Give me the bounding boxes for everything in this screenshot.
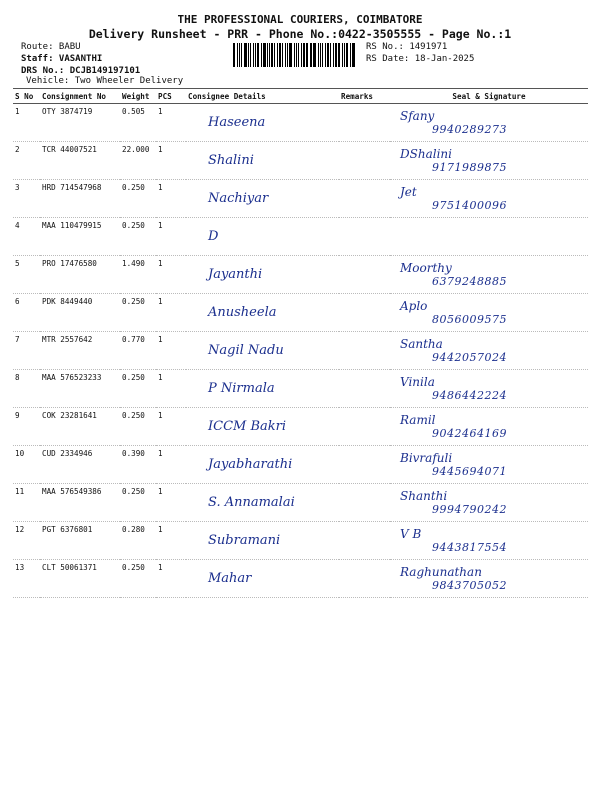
table-row xyxy=(13,446,588,484)
row-sno: 7 xyxy=(13,332,40,370)
row-consignee xyxy=(186,560,339,598)
row-weight: 0.250 xyxy=(120,370,156,408)
row-consignment-no: MAA 576523233 xyxy=(40,370,120,408)
row-pcs: 1 xyxy=(156,408,186,446)
barcode-bar xyxy=(277,43,278,67)
row-consignee xyxy=(186,408,339,446)
row-consignee xyxy=(186,180,339,218)
row-consignee xyxy=(186,332,339,370)
barcode-bar xyxy=(274,43,275,67)
row-sno: 13 xyxy=(13,560,40,598)
table-row xyxy=(13,180,588,218)
barcode-bar xyxy=(338,43,341,67)
barcode-bar xyxy=(313,43,316,67)
row-remarks xyxy=(339,256,390,294)
row-remarks xyxy=(339,332,390,370)
row-sno: 8 xyxy=(13,370,40,408)
barcode-bar xyxy=(294,43,295,67)
row-pcs: 1 xyxy=(156,218,186,256)
row-sno: 4 xyxy=(13,218,40,256)
row-weight: 0.250 xyxy=(120,294,156,332)
row-weight: 0.390 xyxy=(120,446,156,484)
runsheet-subtitle: Delivery Runsheet - PRR - Phone No.:0422-3505555 - Page No.:1 xyxy=(88,27,512,41)
barcode-bar xyxy=(333,43,334,67)
row-pcs: 1 xyxy=(156,142,186,180)
signature-phone: 9940289273 xyxy=(432,123,507,136)
row-consignment-no: COK 23281641 xyxy=(40,408,120,446)
row-weight: 0.250 xyxy=(120,180,156,218)
row-sno: 5 xyxy=(13,256,40,294)
table-row xyxy=(13,256,588,294)
row-signature xyxy=(390,218,588,256)
barcode-bar xyxy=(289,43,292,67)
row-consignee xyxy=(186,294,339,332)
barcode-bar xyxy=(248,43,249,67)
consignee-handwriting: D xyxy=(208,229,219,244)
barcode-bar xyxy=(239,43,240,67)
row-consignee xyxy=(186,218,339,256)
barcode-bar xyxy=(279,43,281,67)
table-row xyxy=(13,560,588,598)
signature-phone: 9751400096 xyxy=(432,199,507,212)
row-consignee xyxy=(186,256,339,294)
barcode-bar xyxy=(296,43,298,67)
row-pcs: 1 xyxy=(156,256,186,294)
row-remarks xyxy=(339,522,390,560)
signature-phone: 9171989875 xyxy=(432,161,507,174)
row-signature xyxy=(390,256,588,294)
table-row xyxy=(13,142,588,180)
signature-phone: 9843705052 xyxy=(432,579,507,592)
barcode-bar xyxy=(271,43,273,67)
row-weight: 0.250 xyxy=(120,484,156,522)
signature-handwriting: Aplo xyxy=(400,299,428,313)
signature-handwriting: Raghunathan xyxy=(400,565,482,579)
signature-handwriting: Shanthi xyxy=(400,489,448,503)
row-signature xyxy=(390,104,588,142)
consignee-handwriting: Subramani xyxy=(208,533,281,548)
consignee-handwriting: Shalini xyxy=(208,153,254,168)
row-signature xyxy=(390,522,588,560)
staff-label: Staff: VASANTHI xyxy=(21,54,103,64)
col-signature: Seal & Signature xyxy=(390,89,588,104)
row-pcs: 1 xyxy=(156,370,186,408)
consignee-handwriting: Jayanthi xyxy=(208,267,263,282)
barcode-bar xyxy=(301,43,302,67)
row-consignment-no: PRO 17476580 xyxy=(40,256,120,294)
barcode-bar xyxy=(344,43,345,67)
col-remarks: Remarks xyxy=(339,89,390,104)
table-row xyxy=(13,218,588,256)
col-consignee: Consignee Details xyxy=(186,89,339,104)
row-consignment-no: CUD 2334946 xyxy=(40,446,120,484)
row-weight: 0.250 xyxy=(120,560,156,598)
signature-handwriting: Santha xyxy=(400,337,443,351)
col-consignment: Consignment No xyxy=(40,89,120,104)
row-remarks xyxy=(339,142,390,180)
row-remarks xyxy=(339,484,390,522)
row-consignee xyxy=(186,142,339,180)
consignee-handwriting: Nagil Nadu xyxy=(208,343,284,358)
row-consignment-no: MAA 576549386 xyxy=(40,484,120,522)
vehicle-label: Vehicle: Two Wheeler Delivery xyxy=(26,76,184,86)
barcode-bar xyxy=(353,43,355,67)
barcode-bar xyxy=(263,43,266,67)
row-remarks xyxy=(339,370,390,408)
consignee-handwriting: Nachiyar xyxy=(208,191,269,206)
barcode-bar xyxy=(310,43,311,67)
row-pcs: 1 xyxy=(156,446,186,484)
consignee-handwriting: Jayabharathi xyxy=(208,457,293,472)
barcode-bar xyxy=(327,43,329,67)
table-row xyxy=(13,408,588,446)
signature-phone: 8056009575 xyxy=(432,313,507,326)
signature-phone: 6379248885 xyxy=(432,275,507,288)
barcode-bar xyxy=(237,43,238,67)
runsheet-title: THE PROFESSIONAL COURIERS, COIMBATORE xyxy=(177,13,423,26)
row-signature xyxy=(390,484,588,522)
barcode-bar xyxy=(318,43,319,67)
barcode-bar xyxy=(285,43,286,67)
col-sno: S No xyxy=(13,89,40,104)
row-remarks xyxy=(339,560,390,598)
barcode-bar xyxy=(244,43,247,67)
col-weight: Weight xyxy=(120,89,156,104)
signature-phone: 9442057024 xyxy=(432,351,507,364)
row-consignment-no: PGT 6376801 xyxy=(40,522,120,560)
barcode-bar xyxy=(253,43,254,67)
signature-handwriting: Sfany xyxy=(400,109,435,123)
row-remarks xyxy=(339,446,390,484)
row-remarks xyxy=(339,408,390,446)
consignee-handwriting: S. Annamalai xyxy=(208,495,295,510)
row-sno: 11 xyxy=(13,484,40,522)
row-weight: 1.490 xyxy=(120,256,156,294)
barcode-icon xyxy=(233,43,357,67)
table-row xyxy=(13,522,588,560)
rs-date: RS Date: 18-Jan-2025 xyxy=(366,54,475,64)
row-remarks xyxy=(339,104,390,142)
barcode-bar xyxy=(261,43,262,67)
signature-phone: 9042464169 xyxy=(432,427,507,440)
row-consignee xyxy=(186,484,339,522)
row-pcs: 1 xyxy=(156,560,186,598)
row-weight: 0.250 xyxy=(120,408,156,446)
barcode-bar xyxy=(269,43,270,67)
row-weight: 0.505 xyxy=(120,104,156,142)
barcode-bar xyxy=(282,43,284,67)
signature-handwriting: V B xyxy=(400,527,422,541)
row-weight: 22.000 xyxy=(120,142,156,180)
row-consignment-no: HRD 714547968 xyxy=(40,180,120,218)
signature-phone: 9443817554 xyxy=(432,541,507,554)
barcode-bar xyxy=(255,43,257,67)
barcode-bar xyxy=(257,43,259,67)
row-signature xyxy=(390,560,588,598)
signature-handwriting: Ramil xyxy=(400,413,436,427)
row-consignment-no: OTY 3874719 xyxy=(40,104,120,142)
barcode-bar xyxy=(346,43,348,67)
barcode-bar xyxy=(250,43,251,67)
row-consignment-no: PDK 8449440 xyxy=(40,294,120,332)
row-remarks xyxy=(339,180,390,218)
barcode-bar xyxy=(241,43,243,67)
rs-number: RS No.: 1491971 xyxy=(366,42,448,52)
row-signature xyxy=(390,294,588,332)
table-row xyxy=(13,484,588,522)
row-sno: 10 xyxy=(13,446,40,484)
consignee-handwriting: Mahar xyxy=(208,571,252,586)
table-row xyxy=(13,104,588,142)
row-weight: 0.770 xyxy=(120,332,156,370)
table-header-row xyxy=(13,89,588,104)
barcode-bar xyxy=(311,43,312,67)
row-sno: 3 xyxy=(13,180,40,218)
row-pcs: 1 xyxy=(156,104,186,142)
consignee-handwriting: Anusheela xyxy=(208,305,277,320)
signature-handwriting: Bivrafuli xyxy=(400,451,453,465)
row-pcs: 1 xyxy=(156,332,186,370)
table-row xyxy=(13,332,588,370)
drs-number: DRS No.: DCJB149197101 xyxy=(21,66,141,76)
row-sno: 9 xyxy=(13,408,40,446)
row-sno: 6 xyxy=(13,294,40,332)
row-consignment-no: MAA 110479915 xyxy=(40,218,120,256)
runsheet-table xyxy=(13,88,588,598)
row-weight: 0.250 xyxy=(120,218,156,256)
row-consignee xyxy=(186,370,339,408)
row-consignment-no: TCR 44007521 xyxy=(40,142,120,180)
row-pcs: 1 xyxy=(156,180,186,218)
signature-handwriting: Jet xyxy=(400,185,417,199)
row-sno: 12 xyxy=(13,522,40,560)
consignee-handwriting: ICCM Bakri xyxy=(208,419,287,434)
consignee-handwriting: P Nirmala xyxy=(208,381,275,396)
barcode-bar xyxy=(350,43,351,67)
table-row xyxy=(13,370,588,408)
row-pcs: 1 xyxy=(156,294,186,332)
row-consignee xyxy=(186,446,339,484)
barcode-bar xyxy=(267,43,268,67)
signature-phone: 9994790242 xyxy=(432,503,507,516)
signature-handwriting: Vinila xyxy=(400,375,435,389)
barcode-bar xyxy=(335,43,337,67)
row-signature xyxy=(390,408,588,446)
barcode-bar xyxy=(306,43,308,67)
signature-phone: 9445694071 xyxy=(432,465,507,478)
row-consignee xyxy=(186,104,339,142)
row-consignee xyxy=(186,522,339,560)
row-weight: 0.280 xyxy=(120,522,156,560)
row-remarks xyxy=(339,294,390,332)
row-consignment-no: CLT 50061371 xyxy=(40,560,120,598)
consignee-handwriting: Haseena xyxy=(208,115,266,130)
signature-handwriting: Moorthy xyxy=(400,261,452,275)
col-pcs: PCS xyxy=(156,89,186,104)
barcode-bar xyxy=(233,43,235,67)
route-label: Route: BABU xyxy=(21,42,81,52)
row-signature xyxy=(390,142,588,180)
barcode-bar xyxy=(298,43,299,67)
row-remarks xyxy=(339,218,390,256)
row-consignment-no: MTR 2557642 xyxy=(40,332,120,370)
row-sno: 2 xyxy=(13,142,40,180)
row-sno: 1 xyxy=(13,104,40,142)
row-signature xyxy=(390,446,588,484)
row-signature xyxy=(390,370,588,408)
row-pcs: 1 xyxy=(156,522,186,560)
signature-handwriting: DShalini xyxy=(400,147,452,161)
barcode-bar xyxy=(330,43,331,67)
row-signature xyxy=(390,180,588,218)
signature-phone: 9486442224 xyxy=(432,389,507,402)
row-pcs: 1 xyxy=(156,484,186,522)
barcode-bar xyxy=(320,43,321,67)
row-signature xyxy=(390,332,588,370)
table-row xyxy=(13,294,588,332)
barcode-bar xyxy=(287,43,288,67)
barcode-bar xyxy=(325,43,326,67)
barcode-bar xyxy=(303,43,305,67)
barcode-bar xyxy=(322,43,324,67)
barcode-bar xyxy=(342,43,343,67)
barcode-bar xyxy=(352,43,353,67)
